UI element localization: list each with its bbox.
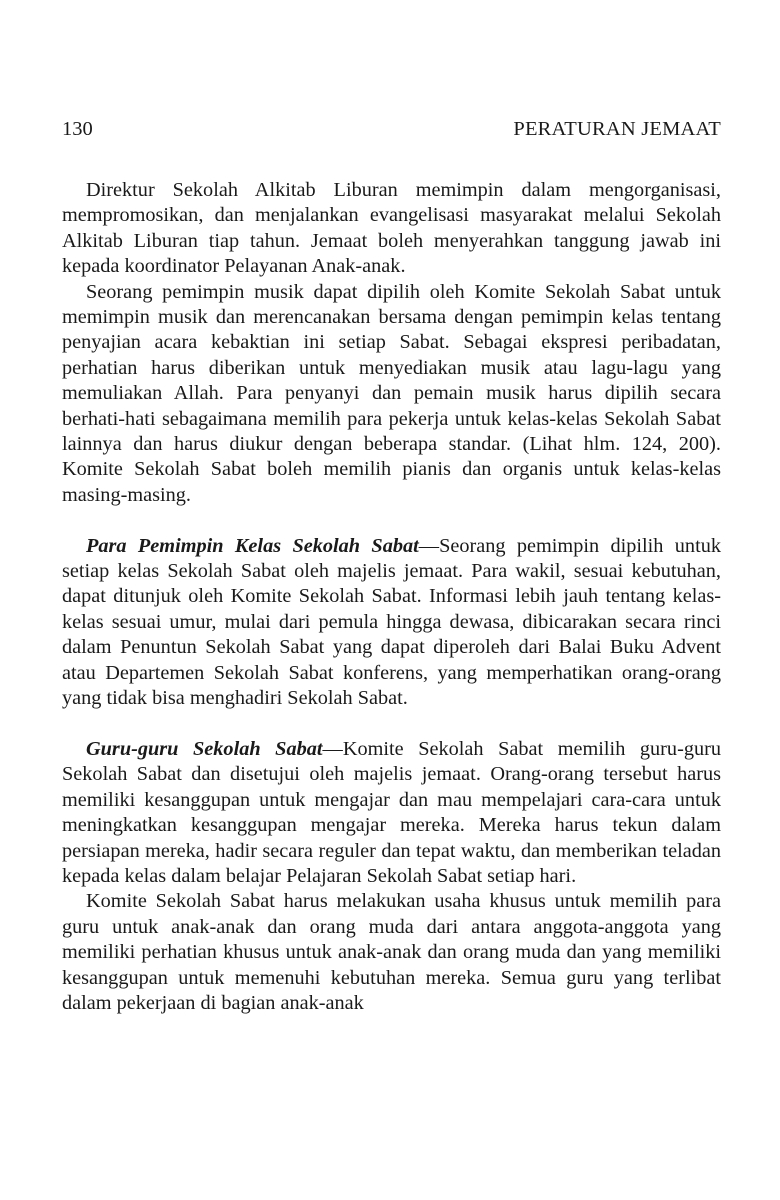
paragraph — [62, 737, 721, 889]
body-text — [62, 178, 721, 1016]
section-heading: Guru-guru Sekolah Sabat — [86, 737, 323, 760]
paragraph-text: Seorang pemimpin musik dapat dipilih oleh Komite Sekolah Sabat untuk memimpin musik dan merencanakan bersama dengan pemimpin kelas tentang penyajian acara kebaktian ini setiap Sabat. Sebagai ekspresi peribadatan, perhatian harus diberikan untuk menyediakan musik atau lagu-lagu yang memuliakan Allah. Para penyanyi dan pemain musik harus dipilih secara berhati-hati sebagaimana memilih para pekerja untuk kelas-kelas Sekolah Sabat lainnya dan harus diukur dengan beberapa standar. (Lihat hlm. 124, 200). Komite Sekolah Sabat boleh memilih pianis dan organis untuk kelas-kelas masing-masing. — [62, 280, 721, 506]
paragraph — [62, 534, 721, 712]
paragraph-text: Komite Sekolah Sabat harus melakukan usaha khusus untuk memilih para guru untuk anak-anak dan orang muda dari antara anggota-anggota yang memiliki perhatian khusus untuk anak-anak dan orang muda dan yang memiliki kesanggupan untuk memenuhi kebutuhan mereka. Semua guru yang terlibat dalam pekerjaan di bagian anak-anak — [62, 890, 721, 1014]
paragraph — [62, 178, 721, 280]
paragraph — [62, 280, 721, 509]
paragraph-text: —Seorang pemimpin dipilih untuk setiap kelas Sekolah Sabat oleh majelis jemaat. Para wakil, sesuai kebutuhan, dapat ditunjuk oleh Komite Sekolah Sabat. Informasi lebih jauh tentang kelas-kelas sesuai umur, mulai dari pemula hingga dewasa, dibicarakan secara rinci dalam Penuntun Sekolah Sabat yang dapat diperoleh dari Balai Buku Advent atau Departemen Sekolah Sabat konferens, yang memperhatikan orang-orang yang tidak bisa menghadiri Sekolah Sabat. — [62, 534, 721, 710]
paragraph-text: —Komite Sekolah Sabat memilih guru-guru Sekolah Sabat dan disetujui oleh majelis jemaat. Orang-orang tersebut harus memiliki kesanggupan untuk mengajar dan mau mempelajari cara-cara untuk meningkatkan kesanggupan mengajar mereka. Mereka harus tekun dalam persiapan mereka, hadir secara reguler dan tepat waktu, dan memberikan teladan kepada kelas dalam belajar Pelajaran Sekolah Sabat setiap hari. — [62, 737, 721, 887]
section-heading: Para Pemimpin Kelas Sekolah Sabat — [86, 534, 419, 557]
paragraph-text: Direktur Sekolah Alkitab Liburan memimpin dalam mengorganisasi, mempromosikan, dan menjalankan evangelisasi masyarakat melalui Sekolah Alkitab Liburan tiap tahun. Jemaat boleh menyerahkan tanggung jawab ini kepada koordinator Pelayanan Anak-anak. — [62, 179, 721, 278]
paragraph — [62, 889, 721, 1016]
page-header — [62, 116, 721, 142]
page-number: 130 — [62, 118, 93, 140]
running-title: PERATURAN JEMAAT — [513, 118, 721, 140]
